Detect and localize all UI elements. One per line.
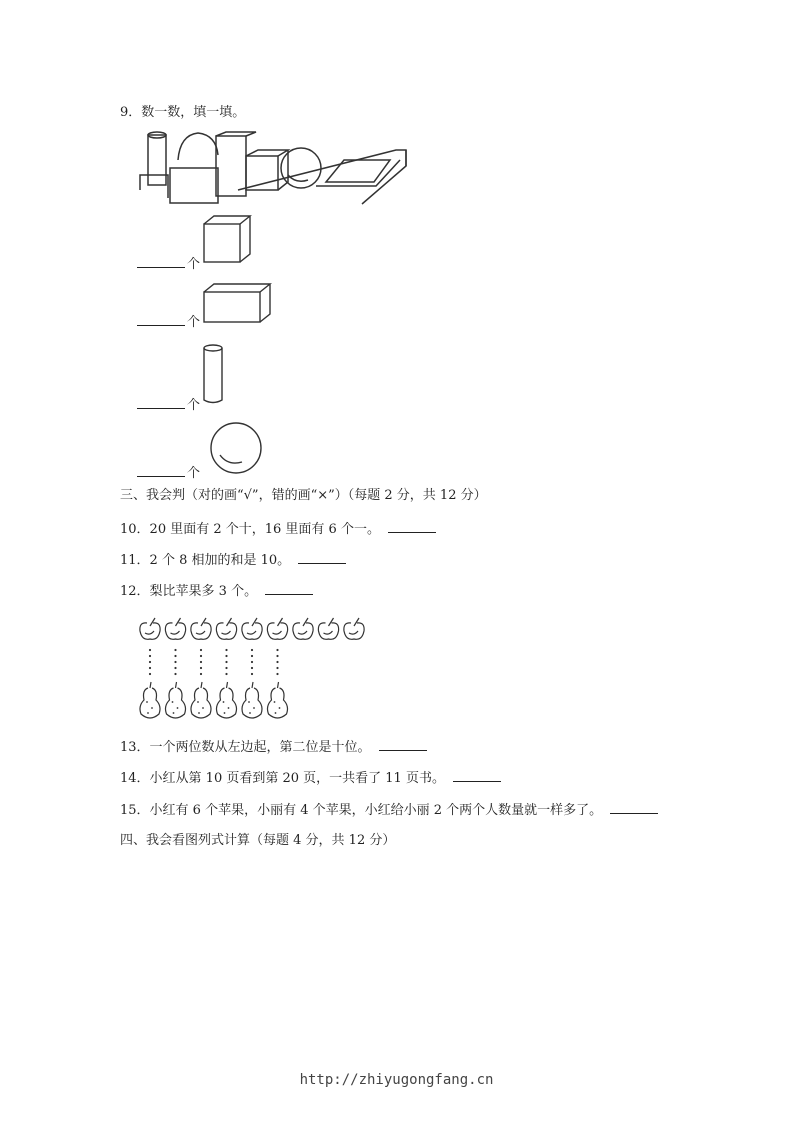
correspondence-dot: [149, 655, 151, 657]
question-text: 13．一个两位数从左边起，第二位是十位。: [120, 740, 371, 755]
correspondence-dot: [200, 673, 202, 675]
apple-icon: [191, 618, 211, 639]
correspondence-dot: [225, 655, 227, 657]
pear-icon: [242, 682, 262, 718]
correspondence-dot: [251, 649, 253, 651]
question-9-title: 9．数一数，填一填。: [120, 105, 246, 120]
correspondence-dot: [149, 667, 151, 669]
correspondence-dot: [251, 667, 253, 669]
footer-url: http://zhiyugongfang.cn: [299, 1072, 494, 1088]
unit-label: 个: [187, 466, 201, 481]
apple-icon: [344, 618, 364, 639]
correspondence-dot: [149, 673, 151, 675]
apple-icon: [165, 618, 185, 639]
question-text: 15．小红有 6 个苹果，小丽有 4 个苹果，小红给小丽 2 个两个人数量就一样多了。: [120, 803, 603, 818]
correspondence-dot: [200, 661, 202, 663]
count-row-sphere: [137, 461, 201, 481]
pear-icon: [191, 682, 211, 718]
answer-blank[interactable]: [610, 801, 658, 814]
answer-blank[interactable]: [265, 582, 313, 595]
answer-blank[interactable]: [137, 325, 185, 326]
cylinder-icon: [200, 342, 228, 406]
sphere-icon: [204, 420, 268, 478]
apple-icon: [216, 618, 236, 639]
question-12: [120, 582, 313, 600]
question-text: 10．20 里面有 2 个十，16 里面有 6 个一。: [120, 522, 380, 537]
correspondence-dot: [200, 667, 202, 669]
question-15: [120, 801, 658, 819]
correspondence-dot: [276, 667, 278, 669]
question-11: [120, 551, 346, 569]
question-text: 14．小红从第 10 页看到第 20 页，一共看了 11 页书。: [120, 771, 445, 786]
correspondence-dot: [251, 655, 253, 657]
apple-icon: [293, 618, 313, 639]
count-row-cuboid: [137, 310, 201, 330]
apple-icon: [318, 618, 338, 639]
correspondence-dot: [225, 673, 227, 675]
answer-blank[interactable]: [388, 520, 436, 533]
answer-blank[interactable]: [298, 551, 346, 564]
correspondence-dot: [276, 673, 278, 675]
section-4-heading: 四、我会看图列式计算（每题 4 分，共 12 分）: [120, 833, 396, 848]
count-row-cube: [137, 252, 201, 272]
unit-label: 个: [187, 398, 201, 413]
question-10: [120, 520, 436, 538]
apple-icon: [242, 618, 262, 639]
correspondence-dot: [174, 673, 176, 675]
blocks-scene-figure: [138, 130, 410, 210]
question-13: [120, 738, 427, 756]
question-14: [120, 769, 501, 787]
correspondence-dot: [200, 655, 202, 657]
correspondence-dot: [251, 673, 253, 675]
pear-icon: [268, 682, 288, 718]
count-row-cylinder: [137, 393, 201, 413]
correspondence-dot: [251, 661, 253, 663]
question-text: 11．2 个 8 相加的和是 10。: [120, 553, 291, 568]
correspondence-dot: [225, 667, 227, 669]
question-text: 12．梨比苹果多 3 个。: [120, 584, 258, 599]
cuboid-icon: [200, 280, 274, 326]
correspondence-dot: [174, 655, 176, 657]
correspondence-dot: [174, 649, 176, 651]
apple-icon: [267, 618, 287, 639]
answer-blank[interactable]: [453, 769, 501, 782]
cube-icon: [200, 214, 252, 266]
correspondence-dot: [225, 649, 227, 651]
correspondence-dot: [276, 661, 278, 663]
unit-label: 个: [187, 257, 201, 272]
correspondence-dot: [149, 661, 151, 663]
answer-blank[interactable]: [137, 408, 185, 409]
answer-blank[interactable]: [137, 267, 185, 268]
correspondence-dot: [276, 649, 278, 651]
correspondence-dot: [200, 649, 202, 651]
correspondence-dot: [149, 649, 151, 651]
apples-pears-figure: [136, 614, 372, 724]
pear-icon: [217, 682, 237, 718]
correspondence-dot: [225, 661, 227, 663]
correspondence-dot: [276, 655, 278, 657]
answer-blank[interactable]: [379, 738, 427, 751]
apple-icon: [140, 618, 160, 639]
pear-icon: [166, 682, 186, 718]
answer-blank[interactable]: [137, 476, 185, 477]
correspondence-dot: [174, 661, 176, 663]
section-3-heading: 三、我会判（对的画“√”，错的画“×”）（每题 2 分，共 12 分）: [120, 488, 487, 503]
pear-icon: [140, 682, 160, 718]
correspondence-dot: [174, 667, 176, 669]
unit-label: 个: [187, 315, 201, 330]
